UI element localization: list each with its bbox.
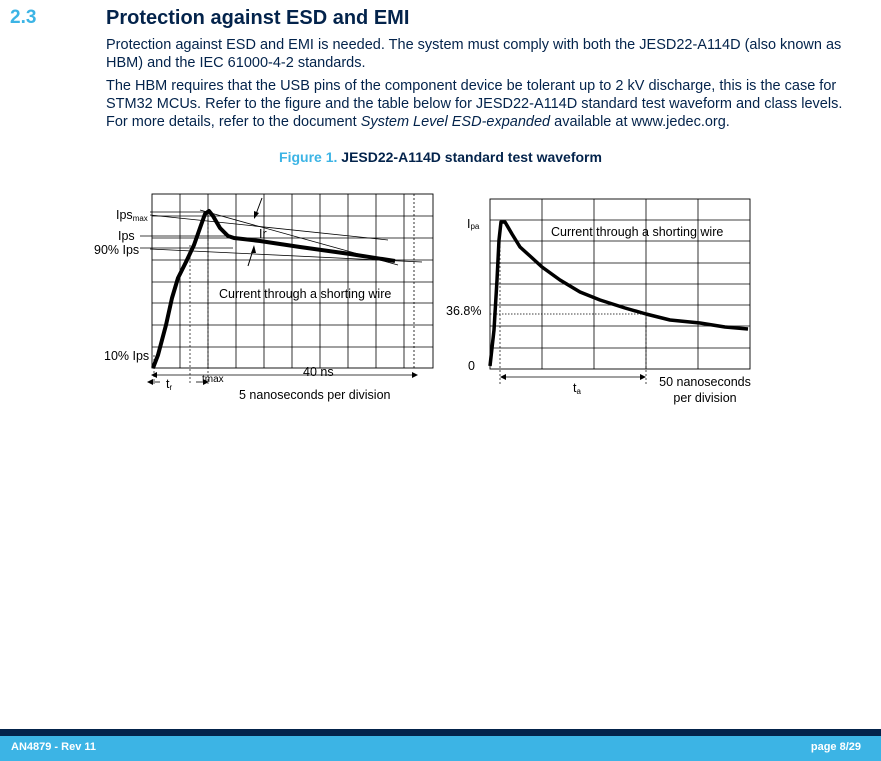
footer-bar <box>0 736 881 761</box>
left-division-label: 5 nanoseconds per division <box>239 388 391 402</box>
label-36-8: 36.8% <box>446 304 482 318</box>
label-td: ta <box>573 381 581 396</box>
footer-page-number: page 8/29 <box>810 741 861 753</box>
figure-label: Figure 1. <box>279 149 338 165</box>
left-waveform <box>94 194 433 402</box>
section-title: Protection against ESD and EMI <box>106 7 410 29</box>
label-zero: 0 <box>468 359 475 373</box>
section-number: 2.3 <box>10 7 37 28</box>
footer-document-id: AN4879 - Rev 11 <box>11 741 96 753</box>
label-ips-90: 90% Ips <box>94 243 140 257</box>
label-ir: Ir <box>259 227 267 241</box>
left-grid <box>152 194 433 368</box>
figure-title: JESD22-A114D standard test waveform <box>341 149 602 165</box>
label-40ns: 40 ns <box>303 365 334 379</box>
label-ipa: Ipa <box>467 217 480 231</box>
document-reference: System Level ESD-expanded <box>360 114 551 130</box>
label-ips-10: 10% Ips <box>104 349 150 363</box>
right-waveform-curve <box>490 222 748 366</box>
right-waveform <box>446 199 751 405</box>
right-current-label: Current through a shorting wire <box>551 225 724 239</box>
paragraph-hbm-text: The HBM requires that the USB pins of the component device be tolerant up to 2 kV discharge, this is the case for STM32 MCUs. Refer to the figure and the table below for JESD22-A114D standard test waveform and class levels. For more details, refer to the document <box>106 78 843 130</box>
label-ips-max: Ipsmax <box>116 208 148 223</box>
footer-divider <box>0 729 881 736</box>
right-division-label-1: 50 nanoseconds <box>659 375 751 389</box>
label-tr: tr <box>166 377 173 392</box>
label-ips: Ips <box>118 229 135 243</box>
paragraph-intro: Protection against ESD and EMI is needed. The system must comply with both the JESD22-A114D (also known as HBM) and the IEC 61000-4-2 standards. <box>106 37 842 71</box>
paragraph-hbm-tail: available at www.jedec.org. <box>554 114 730 130</box>
label-tmax: tmax <box>202 374 224 385</box>
left-current-label: Current through a shorting wire <box>219 287 392 301</box>
right-division-label-2: per division <box>673 391 737 405</box>
